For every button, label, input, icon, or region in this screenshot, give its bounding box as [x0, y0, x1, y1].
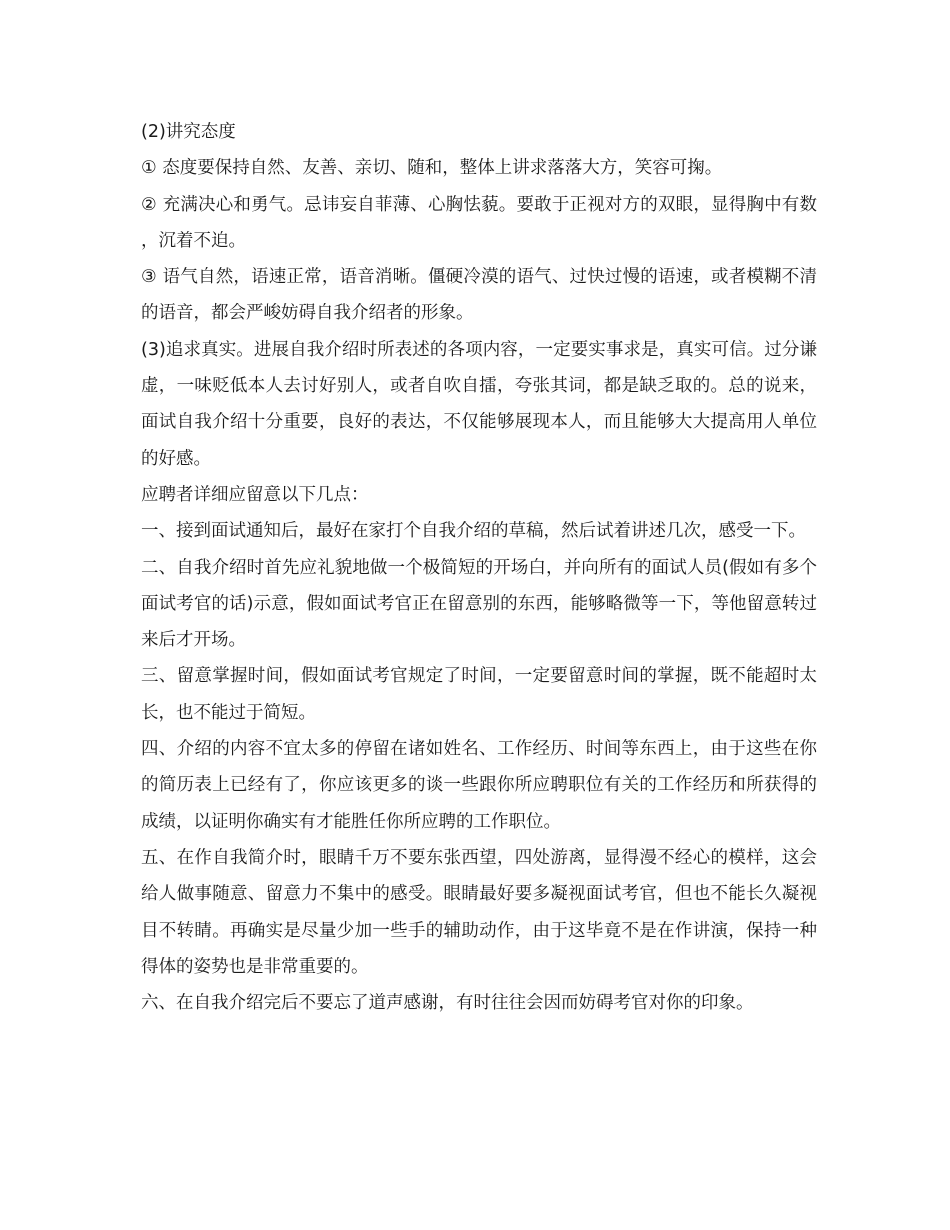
attitude-point-1: ① 态度要保持自然、友善、亲切、随和，整体上讲求落落大方，笑容可掬。	[141, 158, 723, 179]
section-heading-attitude: (2)讲究态度	[141, 122, 236, 142]
tip-1: 一、接到面试通知后，最好在家打个自我介绍的草稿，然后试着讲述几次，感受一下。	[141, 521, 806, 542]
tip-5: 五、在作自我简介时，眼睛千万不要东张西望，四处游离，显得漫不经心的模样，这会给人做事随意、留意力不集中的感受。眼睛最好要多凝视面试考官，但也不能长久凝视目不转睛。再确实是尽量少加一些手的辅助动作，由于这毕竟不是在作讲演，保持一种得体的姿势也是非常重要的。	[141, 847, 817, 977]
tip-3: 三、留意掌握时间，假如面试考官规定了时间，一定要留意时间的掌握，既不能超时太长，也不能过于简短。	[141, 666, 817, 723]
attitude-point-2: ② 充满决心和勇气。忌讳妄自菲薄、心胸怯藐。要敢于正视对方的双眼，显得胸中有数，沉着不迫。	[141, 194, 817, 251]
section-truthfulness: (3)追求真实。进展自我介绍时所表述的各项内容，一定要实事求是，真实可信。过分谦虚，一味贬低本人去讨好别人，或者自吹自擂，夸张其词，都是缺乏取的。总的说来，面试自我介绍十分重要，良好的表达，不仅能够展现本人，而且能够大大提高用人单位的好感。	[141, 339, 817, 469]
tip-6: 六、在自我介绍完后不要忘了道声感谢，有时往往会因而妨碍考官对你的印象。	[141, 993, 754, 1014]
tip-4: 四、介绍的内容不宜太多的停留在诸如姓名、工作经历、时间等东西上，由于这些在你的简历表上已经有了，你应该更多的谈一些跟你所应聘职位有关的工作经历和所获得的成绩，以证明你确实有才能胜任你所应聘的工作职位。	[141, 739, 817, 832]
tips-heading: 应聘者详细应留意以下几点：	[141, 484, 369, 505]
document-body	[141, 114, 817, 1021]
attitude-point-3: ③ 语气自然，语速正常，语音消晰。僵硬冷漠的语气、过快过慢的语速，或者模糊不清的语音，都会严峻妨碍自我介绍者的形象。	[141, 267, 817, 324]
tip-2: 二、自我介绍时首先应礼貌地做一个极简短的开场白，并向所有的面试人员(假如有多个面试考官的话)示意，假如面试考官正在留意别的东西，能够略微等一下，等他留意转过来后才开场。	[141, 557, 817, 651]
